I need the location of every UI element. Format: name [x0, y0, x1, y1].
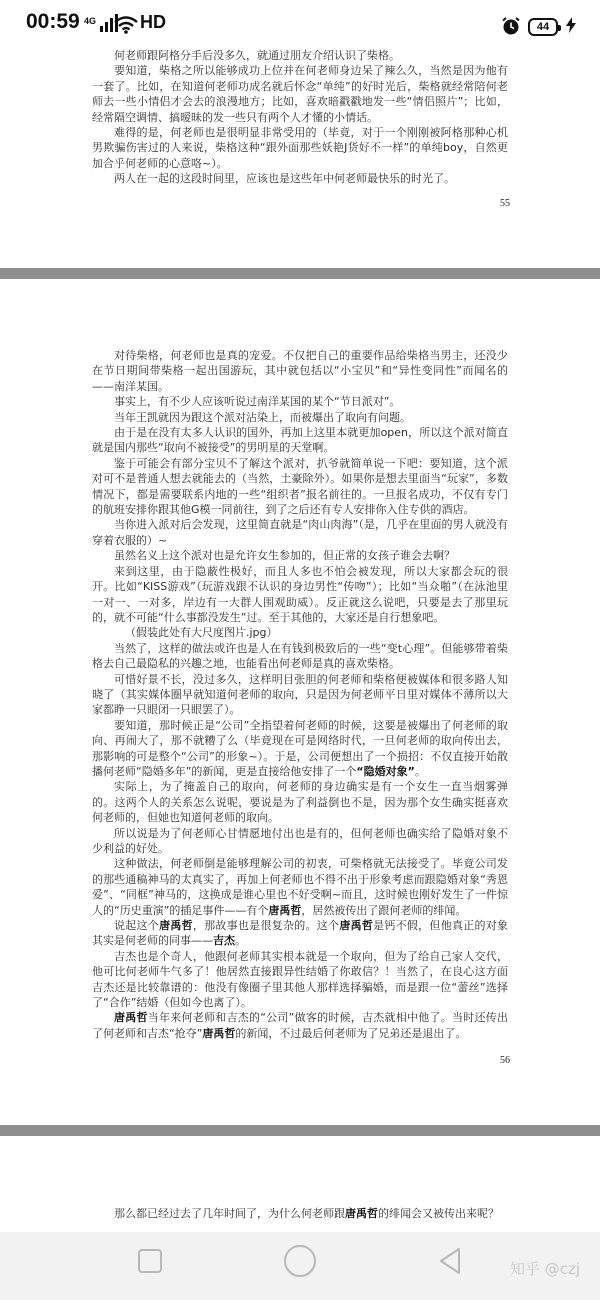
- page-text: 吉杰也是个奇人，他跟何老师其实根本就是一个取向，但为了给自己家人交代，他可比何老师牛气多了！他居然直接跟异性结婚了你敢信？！当然了，在良心这方面吉杰还是比较靠谱的：他没有像圈子里其他人那样选择骗婚，而是跟一位“蕾丝”选择了“合作”结婚（但如今也离了）。: [92, 949, 508, 1010]
- page-text: 鉴于可能会有部分宝贝不了解这个派对，扒爷就简单说一下吧：要知道，这个派对可不是普通人想去就能去的（当然，土豪除外）。如果你是想去里面当“玩家”，多数情况下，都是需要联系内地的一些“组织者”报名前往的。一旦报名成功，不仅有专门的航班安排你跟其他G模一同前往，到了之后还有专人安排你入住专供的酒店。: [92, 456, 508, 517]
- page-text: 这种做法，何老师倒是能够理解公司的初衷，可柴格就无法接受了。毕竟公司发的那些通稿神马的太真实了，再加上何老师也不得不出于形象考虑而跟隐婚对象“秀恩爱”、“同框”神马的，这换成是谁心里也不好受啊~而且，这时候也刚好发生了一件惊人的“历史重演”的插足事件——有个唐禹哲，居然被传出了跟何老师的绯闻。: [92, 857, 508, 917]
- network-type-label: 4G: [84, 16, 97, 26]
- battery-level: 44: [536, 21, 550, 33]
- page-text: 唐禹哲当年来何老师和吉杰的“公司”做客的时候，吉杰就相中他了。当时还传出了何老师和吉杰“抢夺”唐禹哲的新闻，不过最后何老师为了兄弟还是退出了。: [92, 1011, 509, 1040]
- page-text: 何老师跟阿格分手后没多久，就通过朋友介绍认识了柴格。: [114, 49, 400, 62]
- page-number: 55: [500, 198, 510, 209]
- page-text: 两人在一起的这段时间里，应该也是这些年中何老师最快乐的时光了。: [114, 172, 455, 186]
- page-text: 对待柴格，何老师也是真的宠爱。不仅把自己的重要作品给柴格当男主，还没少在节日期间带柴格一起出国游玩，其中就包括以“小宝贝”和“异性变同性”而闻名的——南洋某国。: [92, 349, 508, 393]
- document-page-57: [0, 1136, 600, 1232]
- page-text: 要知道，那时候正是“公司”全指望着何老师的时候，这要是被爆出了何老师的取向、再闹大了，那不就糟了么（毕竟现在可是网络时代，一旦何老师的取向传出去，那影响的可是整个“公司”的形象~）。于是，公司便想出了一个损招：不仅直接开始散播何老师“隐婚多年”的新闻，更是直接给他安排了一个“隐婚对象”。: [92, 718, 508, 778]
- alarm-clock-icon: [501, 16, 521, 36]
- wifi-icon: [114, 16, 138, 34]
- recent-apps-button[interactable]: [137, 1248, 163, 1274]
- page-number: 56: [500, 1055, 510, 1066]
- page-text: 那么都已经过去了几年时间了，为什么何老师跟唐禹哲的绯闻会又被传出来呢？: [114, 1207, 499, 1220]
- home-button[interactable]: [283, 1244, 317, 1278]
- page-text: 实际上，为了掩盖自己的取向，何老师的身边确实是有一个女生一直当烟雾弹的。这两个人的关系怎么说呢，要说是为了利益倒也不是，因为那个女生确实挺喜欢何老师的，但她也知道何老师的取向。: [92, 780, 508, 825]
- page-text: 可惜好景不长，没过多久，这样明目张胆的何老师和柴格便被媒体和很多路人知晓了（其实媒体圈早就知道何老师的取向，只是因为何老师平日里对媒体不薄所以大家都睁一只眼闭一只眼罢了）。: [92, 672, 508, 717]
- document-page-56: [0, 279, 600, 1125]
- charging-icon: [566, 17, 576, 33]
- page-text: 当你进入派对后会发现，这里简直就是“肉山肉海”（是，几乎在里面的男人就没有穿着衣服的）~: [92, 518, 508, 547]
- page-text: 由于是在没有太多人认识的国外，再加上这里本就更加open，所以这个派对简直就是国内那些“取向不被接受”的男明星的天堂啊。: [92, 426, 508, 455]
- image-placeholder-text: （假装此处有大尺度图片.jpg）: [125, 626, 278, 640]
- zhihu-watermark: 知乎 @czj: [509, 1260, 580, 1278]
- document-page-55: [0, 46, 600, 268]
- page-text: 当然了，这样的做法或许也是人在有钱到极致后的一些“变t心理”。但能够带着柴格去自己最隐私的兴趣之地，也能看出何老师是真的喜欢柴格。: [92, 641, 508, 671]
- back-button[interactable]: [437, 1246, 463, 1276]
- page-text: 说起这个唐禹哲，那故事也是很复杂的。这个唐禹哲是钙不假，但他真正的对象其实是何老师的同事——吉杰。: [92, 919, 509, 948]
- navigation-bar: [0, 1232, 600, 1300]
- page-text: 来到这里，由于隐蔽性极好，而且人多也不怕会被发现，所以大家都会玩的很开。比如“KISS游戏”（玩游戏跟不认识的身边男性“传吻”）；比如“当众啪”（在泳池里一对一、一对多，岸边有一大群人围观助威）。反正就这么说吧，只要是去了那里玩的，就不可能“什么事都没发生”过。至于其他的，大家还是自行想象吧。: [92, 564, 508, 624]
- page-text: 难得的是，何老师也是很明显非常受用的（毕竟，对于一个刚刚被阿格那种心机男欺骗伤害过的人来说，柴格这种“跟外面那些妖艳J货好不一样”的单纯boy，自然更加合乎何老师的心意咯~）。: [92, 126, 508, 170]
- status-time: 00:59: [26, 10, 80, 33]
- battery-icon: [528, 18, 558, 36]
- page-text: 当年王凯就因为跟这个派对沾染上，而被爆出了取向有问题。: [114, 410, 411, 424]
- page-divider: [0, 268, 600, 279]
- page-text: 要知道，柴格之所以能够成功上位并在何老师身边呆了辣么久，当然是因为他有一套了。比如，在知道何老师功成名就后怀念“单纯”的好时光后，柴格就经常陪何老师去一些小情侣才会去的浪漫地方；比如，喜欢暗戳戳地发一些“情侣照片”；比如，经常隔空调情、搞暧昧的发一些只有两个人才懂的小情话。: [92, 64, 508, 124]
- page-text: 所以说是为了何老师心甘情愿地付出也是有的，但何老师也确实给了隐婚对象不少利益的好处。: [92, 826, 508, 855]
- page-divider: [0, 1125, 600, 1136]
- page-text: 虽然名义上这个派对也是允许女生参加的，但正常的女孩子谁会去啊？: [114, 549, 455, 563]
- cellular-signal-icon: [84, 14, 118, 32]
- hd-label: HD: [140, 12, 166, 32]
- status-bar: [0, 0, 600, 46]
- page-text: 事实上，有不少人应该听说过南洋某国的某个“节日派对”。: [114, 395, 401, 409]
